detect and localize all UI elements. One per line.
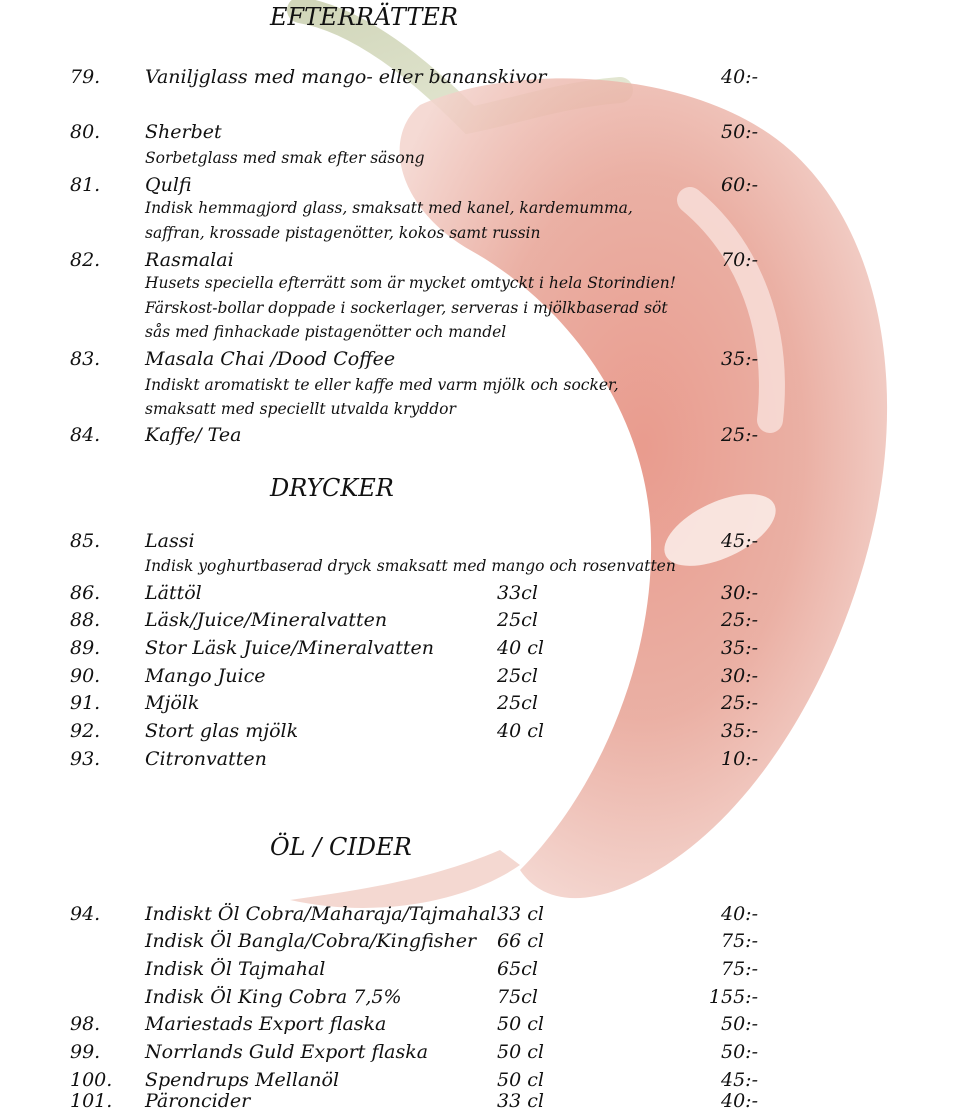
menu-item [0,745,960,773]
item-price: 50:- [721,1041,758,1063]
section-title-efterratter: EFTERRÄTTER [270,3,458,31]
menu-item [0,900,960,928]
menu-item [0,246,960,274]
menu-item [0,421,960,449]
item-number: 82. [70,249,101,271]
item-size: 66 cl [497,930,544,952]
item-number: 101. [70,1090,113,1112]
item-number: 84. [70,424,101,446]
item-price: 30:- [721,665,758,687]
item-price: 35:- [721,720,758,742]
item-price: 50:- [721,121,758,143]
item-price: 30:- [721,582,758,604]
item-number: 99. [70,1041,101,1063]
item-size: 40 cl [497,637,544,659]
item-price: 25:- [721,424,758,446]
item-description: Indiskt aromatiskt te eller kaffe med varm mjölk och socker, [145,376,619,394]
item-price: 40:- [721,1090,758,1112]
item-number: 100. [70,1069,113,1091]
item-price: 40:- [721,66,758,88]
item-size: 25cl [497,609,538,631]
menu-item [0,955,960,983]
item-name: Sherbet [145,121,222,143]
item-price: 75:- [721,930,758,952]
item-size: 25cl [497,692,538,714]
item-number: 98. [70,1013,101,1035]
item-size: 33 cl [497,903,544,925]
item-price: 10:- [721,748,758,770]
item-name: Stort glas mjölk [145,720,299,742]
item-number: 91. [70,692,101,714]
menu-item [0,1010,960,1038]
item-number: 85. [70,530,101,552]
item-number: 90. [70,665,101,687]
item-name: Masala Chai /Dood Coffee [145,348,396,370]
menu-item [0,1038,960,1066]
item-name: Rasmalai [145,249,234,271]
menu-item [0,634,960,662]
item-name: Lättöl [145,582,202,604]
item-price: 45:- [721,530,758,552]
item-description: Indisk hemmagjord glass, smaksatt med kanel, kardemumma, [145,199,633,217]
item-name: Norrlands Guld Export flaska [145,1041,429,1063]
item-name: Citronvatten [145,748,267,770]
item-number: 89. [70,637,101,659]
item-price: 155:- [708,986,758,1008]
item-price: 35:- [721,348,758,370]
item-name: Vaniljglass med mango- eller bananskivor [145,66,547,88]
item-size: 40 cl [497,720,544,742]
item-number: 92. [70,720,101,742]
item-description: saffran, krossade pistagenötter, kokos samt russin [145,224,541,242]
item-name: Indisk Öl King Cobra 7,5% [145,986,402,1008]
item-name: Spendrups Mellanöl [145,1069,340,1091]
item-price: 50:- [721,1013,758,1035]
item-name: Mariestads Export flaska [145,1013,387,1035]
item-description: Färskost-bollar doppade i sockerlager, serveras i mjölkbaserad söt [145,299,668,317]
item-name: Indisk Öl Bangla/Cobra/Kingfisher [145,930,477,952]
item-name: Läsk/Juice/Mineralvatten [145,609,388,631]
item-price: 25:- [721,609,758,631]
item-size: 50 cl [497,1013,544,1035]
item-number: 93. [70,748,101,770]
item-size: 65cl [497,958,538,980]
item-price: 25:- [721,692,758,714]
menu-item [0,927,960,955]
item-name: Kaffe/ Tea [145,424,242,446]
section-title-drycker: DRYCKER [270,474,394,502]
menu-item [0,579,960,607]
item-description: Husets speciella efterrätt som är mycket omtyckt i hela Storindien! [145,274,676,292]
item-size: 33cl [497,582,538,604]
item-price: 45:- [721,1069,758,1091]
item-name: Stor Läsk Juice/Mineralvatten [145,637,434,659]
menu-item [0,606,960,634]
menu-item [0,118,960,146]
item-number: 81. [70,174,101,196]
menu-item [0,662,960,690]
item-name: Qulfi [145,174,192,196]
menu-item [0,689,960,717]
item-name: Indisk Öl Tajmahal [145,958,326,980]
item-number: 83. [70,348,101,370]
item-number: 79. [70,66,101,88]
item-name: Indiskt Öl Cobra/Maharaja/Tajmahal [145,903,497,925]
item-description: Sorbetglass med smak efter säsong [145,149,425,167]
item-name: Päroncider [145,1090,251,1112]
menu-item [0,1087,960,1115]
item-size: 25cl [497,665,538,687]
item-price: 35:- [721,637,758,659]
menu-item [0,63,960,91]
item-number: 80. [70,121,101,143]
item-price: 70:- [721,249,758,271]
section-title-ol-cider: ÖL / CIDER [270,833,412,861]
item-description: sås med finhackade pistagenötter och mandel [145,323,507,341]
item-size: 50 cl [497,1069,544,1091]
item-price: 60:- [721,174,758,196]
menu-item [0,171,960,199]
item-price: 75:- [721,958,758,980]
item-size: 50 cl [497,1041,544,1063]
item-number: 86. [70,582,101,604]
item-size: 33 cl [497,1090,544,1112]
menu-item [0,983,960,1011]
item-number: 94. [70,903,101,925]
menu-item [0,345,960,373]
item-size: 75cl [497,986,538,1008]
menu-item [0,717,960,745]
item-description: Indisk yoghurtbaserad dryck smaksatt med mango och rosenvatten [145,557,676,575]
item-name: Lassi [145,530,195,552]
item-name: Mango Juice [145,665,266,687]
item-name: Mjölk [145,692,200,714]
item-price: 40:- [721,903,758,925]
item-description: smaksatt med speciellt utvalda kryddor [145,400,456,418]
item-number: 88. [70,609,101,631]
menu-item [0,527,960,555]
